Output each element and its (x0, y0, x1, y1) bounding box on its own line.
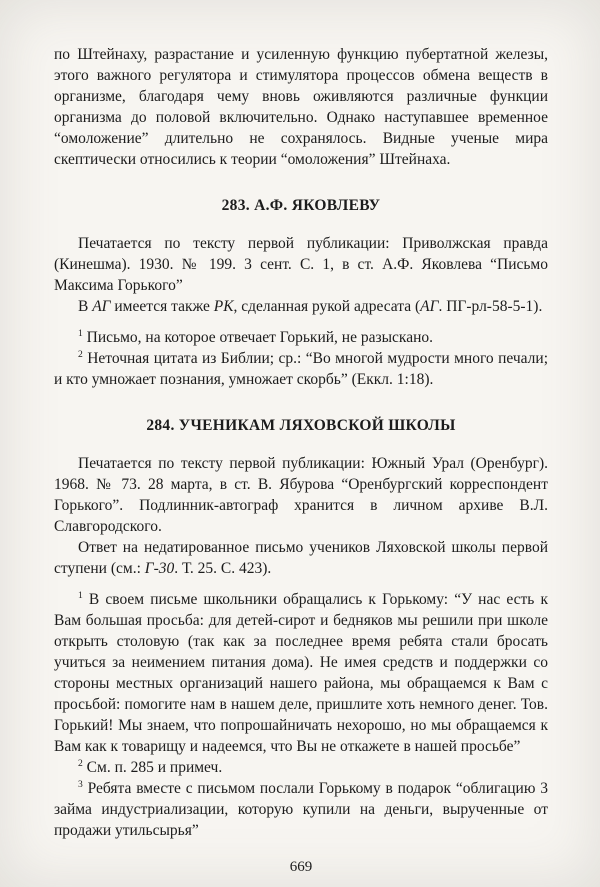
section-284-footnote-1 (54, 589, 548, 757)
footnote-marker: 3 (78, 778, 83, 790)
section-284-footnote-3 (54, 778, 548, 841)
footnote-text: Письмо, на которое отвечает Горький, не разыскано. (82, 329, 433, 346)
section-283-publication-text: Печатается по тексту первой публикации: Приволжская правда (Кинешма). 1930. № 199. 3 сент. С. 1, в ст. А.Ф. Яковлева “Письмо Максима Горького” (54, 235, 548, 294)
archive-abbrev-italic: РК (213, 298, 234, 315)
footnote-text: Неточная цитата из Библии; ср.: “Во многой мудрости много печали; и кто умножает познания, умножает скорбь” (Еккл. 1:18). (54, 350, 548, 388)
reply-text-segment: . Т. 25. С. 423). (174, 560, 272, 577)
archive-abbrev-italic: АГ (420, 298, 439, 315)
section-283-archive-paragraph (54, 296, 548, 317)
section-283-heading: 283. А.Ф. ЯКОВЛЕВУ (221, 197, 381, 214)
footnote-marker: 2 (78, 757, 83, 769)
section-284-reply-paragraph (54, 537, 548, 579)
archive-text-segment: В (78, 298, 93, 315)
archive-text-segment: , сделанная рукой адресата ( (233, 298, 421, 315)
section-284-heading: 284. УЧЕНИКАМ ЛЯХОВСКОЙ ШКОЛЫ (146, 417, 456, 434)
reply-text-segment: Ответ на недатированное письмо учеников Ляховской школы первой ступени (см.: (54, 539, 548, 577)
source-abbrev-italic: Г-30 (144, 560, 175, 577)
archive-text-segment: имеется также (110, 298, 214, 315)
footnote-text: В своем письме школьники обращались к Горькому: “У нас есть к Вам большая просьба: для детей-сирот и бедняков мы решили при школе открыть столовую (так как за последнее время ребята стали бросать учиться за неимением питания дома). Не имея средств и поддержки со стороны местных организаций нашего района, мы обращаемся к Вам с просьбой: помогите нам в нашем деле, пришлите хоть немного денег. Тов. Горький! Мы знаем, что попрошайничать нехорошо, но мы обращаемся к Вам как к товарищу и надеемся, что Вы не откажете в нашей просьбе” (54, 591, 548, 755)
footnote-marker: 1 (78, 589, 83, 601)
section-283-footnote-1 (54, 327, 548, 348)
section-284-publication-paragraph (54, 453, 548, 537)
archive-text-segment: . ПГ-рл-58-5-1). (438, 298, 543, 315)
footnote-marker: 2 (78, 348, 83, 360)
footnote-marker: 1 (78, 327, 83, 339)
section-283-publication-paragraph (54, 233, 548, 296)
section-284-publication-text: Печатается по тексту первой публикации: Южный Урал (Оренбург). 1968. № 73. 28 марта, в ст. В. Ябурова “Оренбургский корреспондент Горького”. Подлинник-автограф хранится в личном архиве В.Л. Славгородского. (54, 455, 548, 535)
continuation-text: по Штейнаху, разрастание и усиленную функцию пубертатной железы, этого важного регулятора и стимулятора процессов обмена веществ в организме, благодаря чему вновь оживляются различные функции организма до половой включительно. Однако наступавшее временное “омоложение” длительно не сохранялось. Видные ученые мира скептически относились к теории “омоложения” Штейнаха. (54, 46, 548, 168)
footnote-text: Ребята вместе с письмом послали Горькому в подарок “облигацию 3 займа индустриализации, которую купили на деньги, вырученные от продажи утильсырья” (54, 780, 548, 839)
continuation-paragraph (54, 44, 548, 170)
page-number: 669 (289, 859, 313, 875)
section-283-footnote-2 (54, 348, 548, 390)
footnote-text: См. п. 285 и примеч. (82, 759, 223, 776)
section-284-footnote-2 (54, 757, 548, 778)
archive-abbrev-italic: АГ (92, 298, 111, 315)
